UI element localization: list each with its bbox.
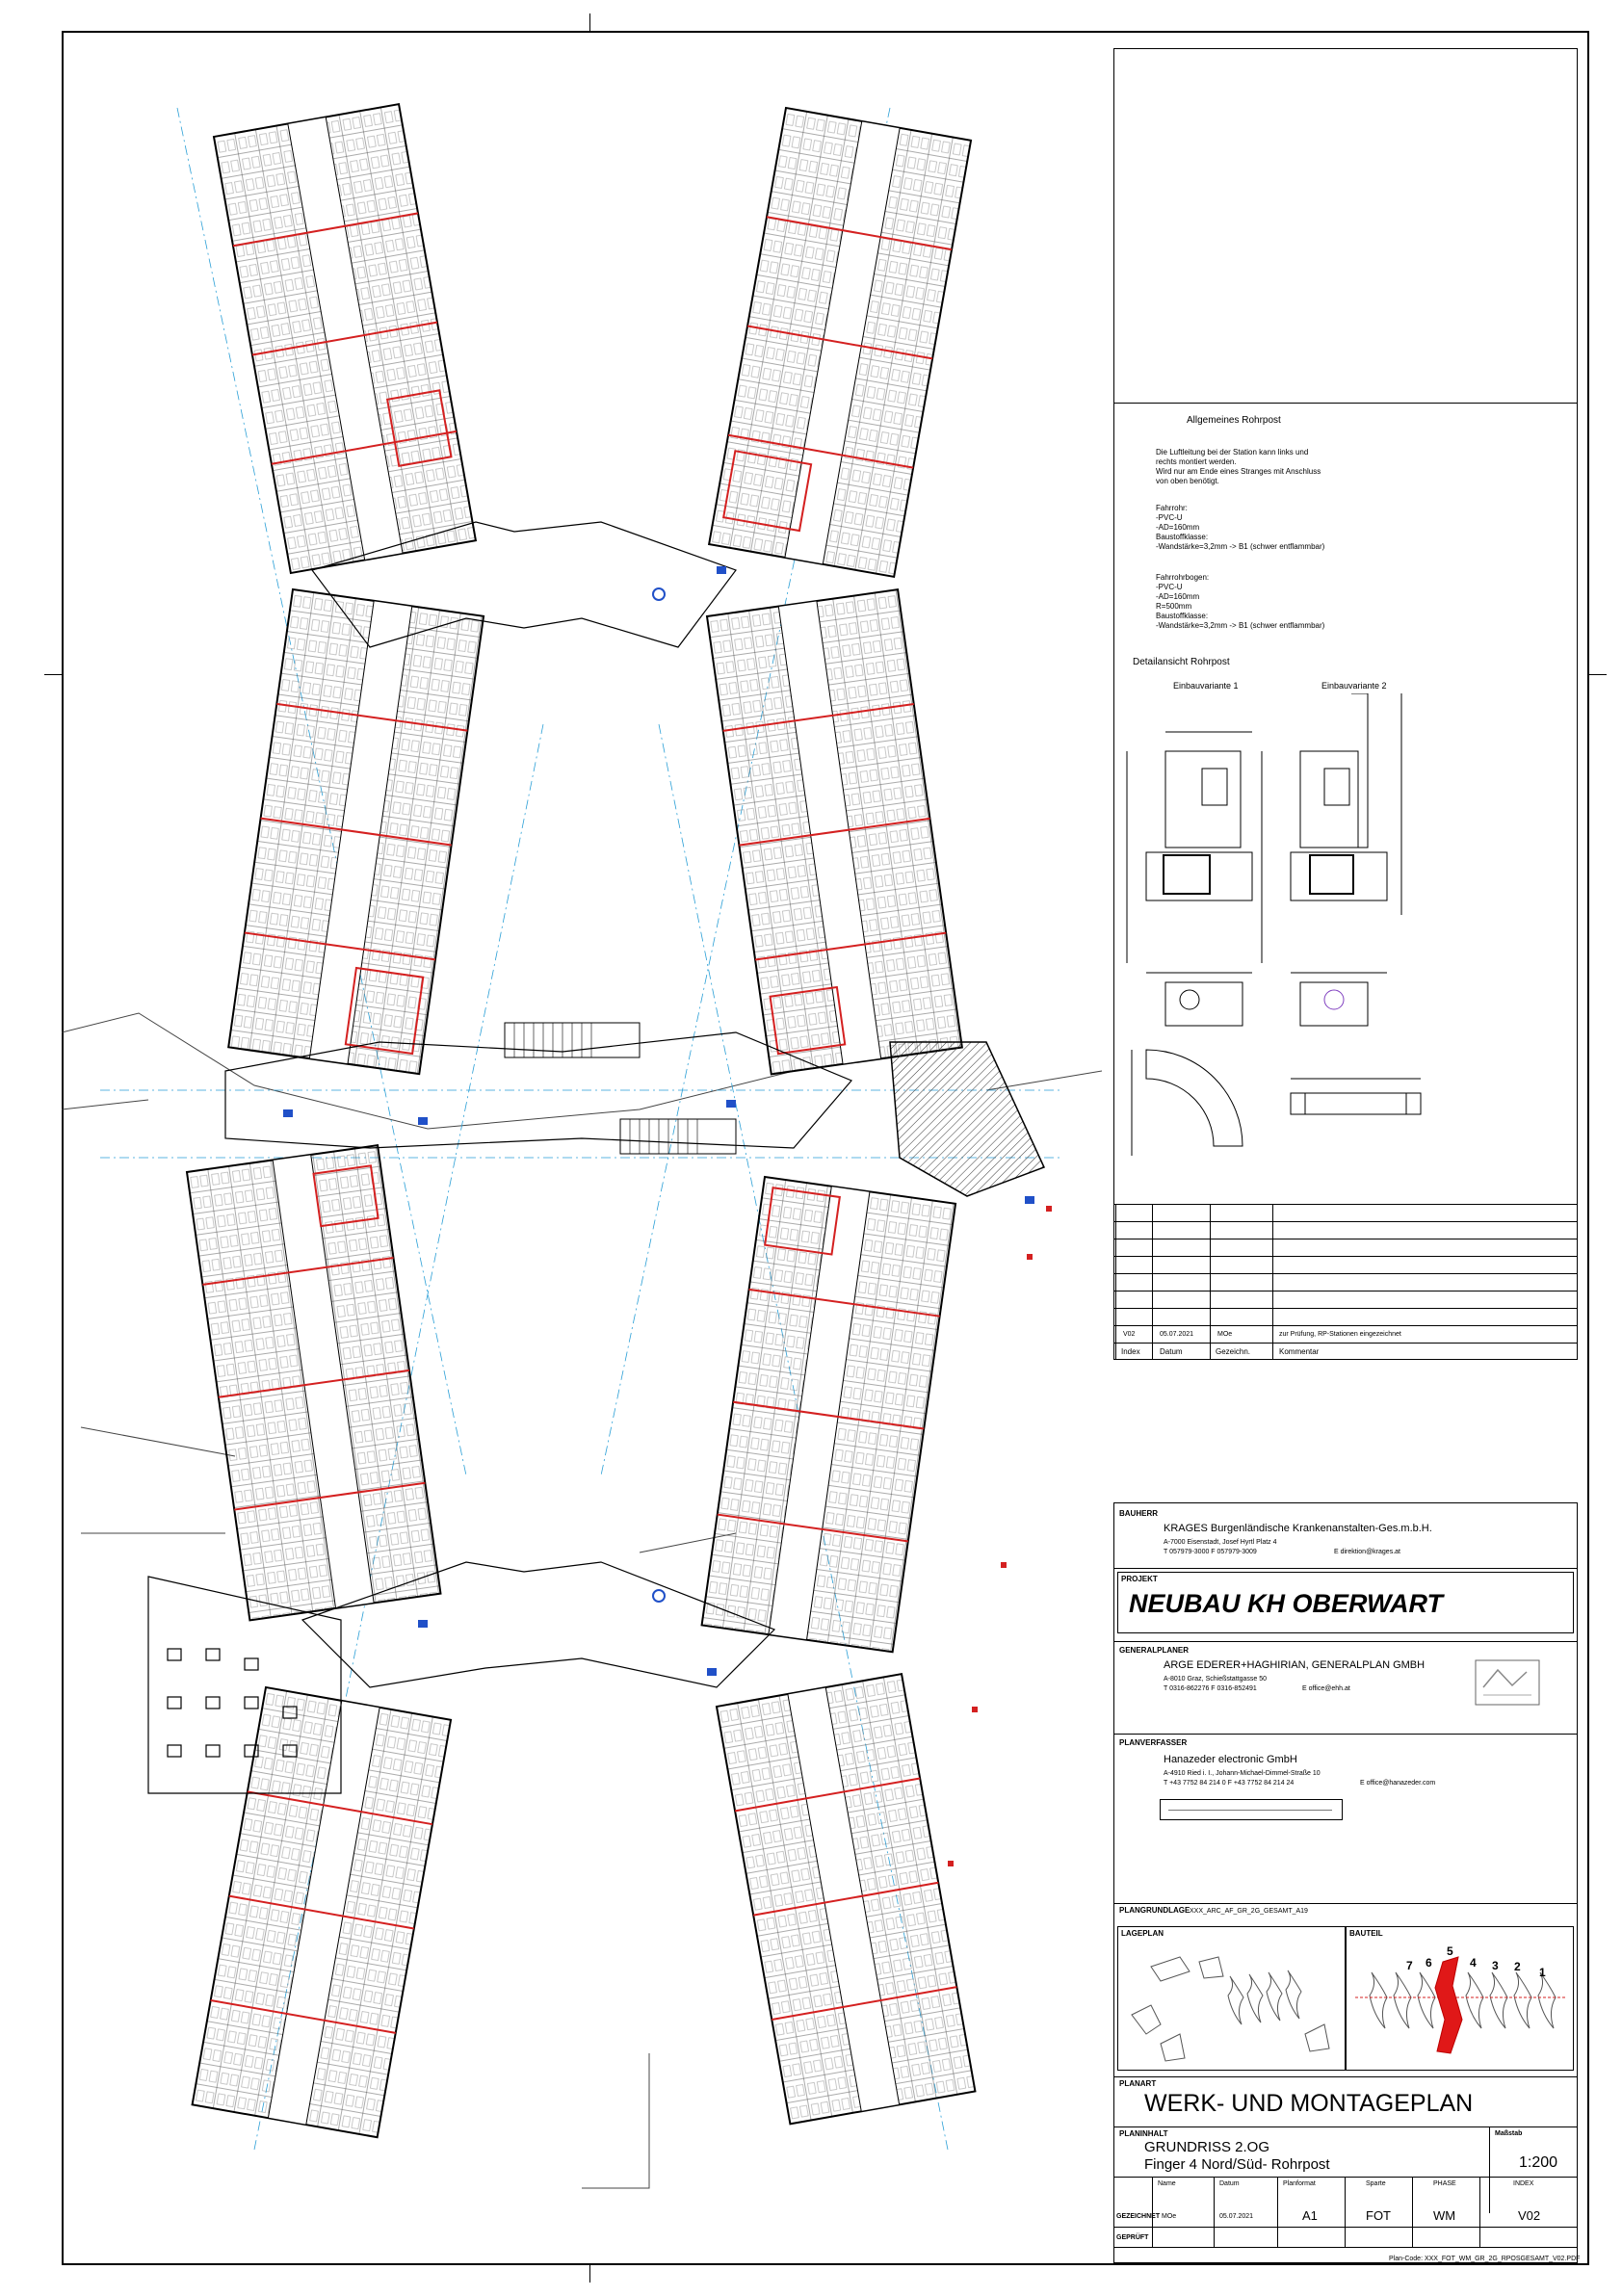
planinhalt-line1: GRUNDRISS 2.OG [1144,2139,1270,2155]
rev-line [1113,1291,1578,1292]
notes-intro-line: Wird nur am Ende eines Stranges mit Anschluss [1156,467,1321,476]
generalplaner-email: E office@ehh.at [1302,1685,1350,1692]
sig-line [1113,2227,1578,2228]
wing-upper-right [709,108,971,577]
bauherr-email: E direktion@krages.at [1334,1549,1400,1555]
bridge-upper-treads [514,1023,591,1057]
center-mark-top [589,13,590,31]
rev-line [1113,1204,1578,1205]
bauteil-number: 6 [1426,1956,1432,1970]
bauteil-number: 2 [1514,1960,1521,1973]
sig-name: MOe [1162,2213,1177,2220]
notes-intro [1156,448,1321,486]
bauteil-number: 4 [1470,1956,1477,1970]
wing-mid-right-upper [707,589,962,1074]
planverfasser-email: E office@hanazeder.com [1360,1780,1436,1787]
notes-fahrrohr [1156,504,1324,552]
sig-col [1412,2177,1413,2248]
bauteil-label: BAUTEIL [1349,1929,1383,1938]
notes-fahrrohr-line: Baustoffklasse: [1156,533,1209,541]
bridge-lower-treads [630,1119,697,1154]
variant-2-label: Einbauvariante 2 [1321,681,1387,691]
wing-upper-left [214,104,476,573]
sig-phase: WM [1433,2208,1456,2223]
notes-bogen-line: -Wandstärke=3,2mm -> B1 (schwer entflammbar) [1156,621,1325,630]
bauteil-number: 3 [1492,1959,1499,1972]
notes-bogen-line: -PVC-U [1156,583,1183,591]
notes-intro-line: Die Luftleitung bei der Station kann links und [1156,448,1309,457]
planverfasser-label: PLANVERFASSER [1119,1738,1188,1747]
title-divider [1113,1568,1578,1569]
bauteil-number: 5 [1447,1944,1453,1958]
notes-bogen-line: -AD=160mm [1156,592,1200,601]
projekt-label: PROJEKT [1121,1575,1158,1583]
rev-col [1115,1204,1116,1360]
bauherr-label: BAUHERR [1119,1509,1158,1518]
notes-intro-line: von oben benötigt. [1156,477,1219,485]
sig-col [1152,2177,1153,2248]
variant-1-drawing [1127,732,1262,1026]
wing-mid-left-upper [228,589,484,1074]
sig-header-phase: PHASE [1433,2180,1456,2187]
sig-header-sparte: Sparte [1366,2180,1386,2187]
rev-line [1113,1221,1578,1222]
rev-header-drawn: Gezeichn. [1216,1347,1251,1356]
bauherr-address: A-7000 Eisenstadt, Josef Hyrtl Platz 4 [1164,1539,1277,1546]
sig-index: V02 [1518,2208,1541,2223]
sig-header-datum: Datum [1219,2180,1240,2187]
notes-intro-line: rechts montiert werden. [1156,457,1237,466]
rev-date: 05.07.2021 [1160,1331,1194,1338]
generalplaner-label: GENERALPLANER [1119,1646,1190,1655]
planinhalt-line2: Finger 4 Nord/Süd- Rohrpost [1144,2156,1330,2173]
wing-mid-left-lower [187,1145,440,1620]
rev-col [1152,1204,1153,1360]
generalplaner-address: A-8010 Graz, Schießstattgasse 50 [1164,1676,1267,1683]
rev-index: V02 [1123,1331,1136,1338]
rev-header-index: Index [1121,1347,1140,1356]
center-mark-right [1589,674,1607,675]
red-markers [948,1206,1052,1866]
floor-plan [62,31,1102,2265]
wing-lower-right [717,1674,975,2124]
notes-heading: Allgemeines Rohrpost [1187,415,1281,426]
rev-col [1272,1204,1273,1360]
notes-fahrrohrbogen [1156,573,1324,631]
bauteil-highlight [1435,1957,1462,2053]
center-mark-bottom [589,2265,590,2283]
pipe-bend-drawing [1132,1050,1243,1156]
plan-code: Plan-Code: XXX_FOT_WM_GR_2G_RPOSGESAMT_V02.PDF [1389,2256,1581,2262]
lageplan-label: LAGEPLAN [1121,1929,1164,1938]
sig-format: A1 [1302,2208,1318,2223]
sig-datum: 05.07.2021 [1219,2213,1254,2220]
notes-fahrrohr-line: Fahrrohr: [1156,504,1188,512]
variant-2-drawing [1291,693,1401,1026]
bauherr-name: KRAGES Burgenländische Krankenanstalten-Ges.m.b.H. [1164,1523,1432,1534]
planverfasser-name: Hanazeder electronic GmbH [1164,1754,1297,1765]
sig-line [1113,2177,1578,2178]
sig-header-index: INDEX [1513,2180,1534,2187]
planverfasser-logo-line [1168,1810,1332,1811]
generalplaner-logo [1474,1658,1541,1707]
notes-divider [1113,403,1578,404]
bauteil-map [1350,1938,1570,2067]
notes-bogen-line: Fahrrohrbogen: [1156,573,1210,582]
rev-comment: zur Prüfung, RP-Stationen eingezeichnet [1279,1331,1401,1338]
planart-value: WERK- UND MONTAGEPLAN [1144,2090,1474,2117]
sig-header-name: Name [1158,2180,1176,2187]
lageplan-map [1122,1938,1339,2065]
generalplaner-phone: T 0316-862276 F 0316-852491 [1164,1685,1257,1692]
title-divider [1113,1734,1578,1735]
geprueft-label: GEPRÜFT [1116,2234,1149,2241]
bauteil-number: 1 [1539,1966,1546,1979]
planart-label: PLANART [1119,2079,1157,2088]
projekt-name: NEUBAU KH OBERWART [1129,1589,1444,1618]
massstab-label: Maßstab [1495,2130,1523,2137]
rev-header-comment: Kommentar [1279,1347,1320,1356]
planinhalt-label: PLANINHALT [1119,2129,1168,2138]
variant-1-label: Einbauvariante 1 [1173,681,1239,691]
rev-col [1210,1204,1211,1360]
sig-col [1277,2177,1278,2248]
center-mark-left [44,674,62,675]
rev-line [1113,1325,1578,1326]
plangrundlage-value: XXX_ARC_AF_GR_2G_GESAMT_A19 [1190,1908,1308,1915]
sig-line [1113,2247,1578,2248]
title-divider [1113,2076,1578,2077]
gezeichnet-label: GEZEICHNET [1116,2213,1161,2220]
rev-line [1113,1308,1578,1309]
planverfasser-phone: T +43 7752 84 214 0 F +43 7752 84 214 24 [1164,1780,1295,1787]
rev-line [1113,1256,1578,1257]
rev-line [1113,1273,1578,1274]
detail-heading: Detailansicht Rohrpost [1133,657,1230,667]
planverfasser-logo-box [1160,1799,1343,1820]
bauteil-number: 7 [1406,1959,1413,1972]
wing-mid-right-lower [702,1177,955,1652]
notes-bogen-line: R=500mm [1156,602,1192,611]
notes-fahrrohr-line: -PVC-U [1156,513,1183,522]
revision-table [1113,1204,1578,1361]
title-divider [1113,2126,1578,2127]
massstab-value: 1:200 [1519,2154,1558,2171]
rohrpost-detail-drawings [1117,693,1445,1165]
notes-bogen-line: Baustoffklasse: [1156,612,1209,620]
rev-drawn: MOe [1217,1331,1233,1338]
straight-pipe-drawing [1291,1079,1421,1114]
title-divider [1113,1903,1578,1904]
wing-lower-left [193,1687,451,2137]
rev-line [1113,1343,1578,1344]
sig-col [1479,2177,1480,2248]
hatched-roof [890,1042,1044,1196]
signature-table [1113,2177,1578,2248]
bauherr-phone: T 057979-3000 F 057979-3009 [1164,1549,1257,1555]
planverfasser-address: A-4910 Ried i. I., Johann-Michael-Dimmel-Straße 10 [1164,1770,1321,1777]
notes-fahrrohr-line: -AD=160mm [1156,523,1200,532]
sig-col [1214,2177,1215,2248]
generalplaner-name: ARGE EDERER+HAGHIRIAN, GENERALPLAN GMBH [1164,1659,1426,1671]
sig-sparte: FOT [1366,2208,1391,2223]
rev-header-date: Datum [1160,1347,1183,1356]
title-divider [1113,1641,1578,1642]
sig-header-format: Planformat [1283,2180,1316,2187]
sig-col [1345,2177,1346,2248]
plangrundlage-label: PLANGRUNDLAGE [1119,1906,1190,1915]
notes-fahrrohr-line: -Wandstärke=3,2mm -> B1 (schwer entflammbar) [1156,542,1325,551]
